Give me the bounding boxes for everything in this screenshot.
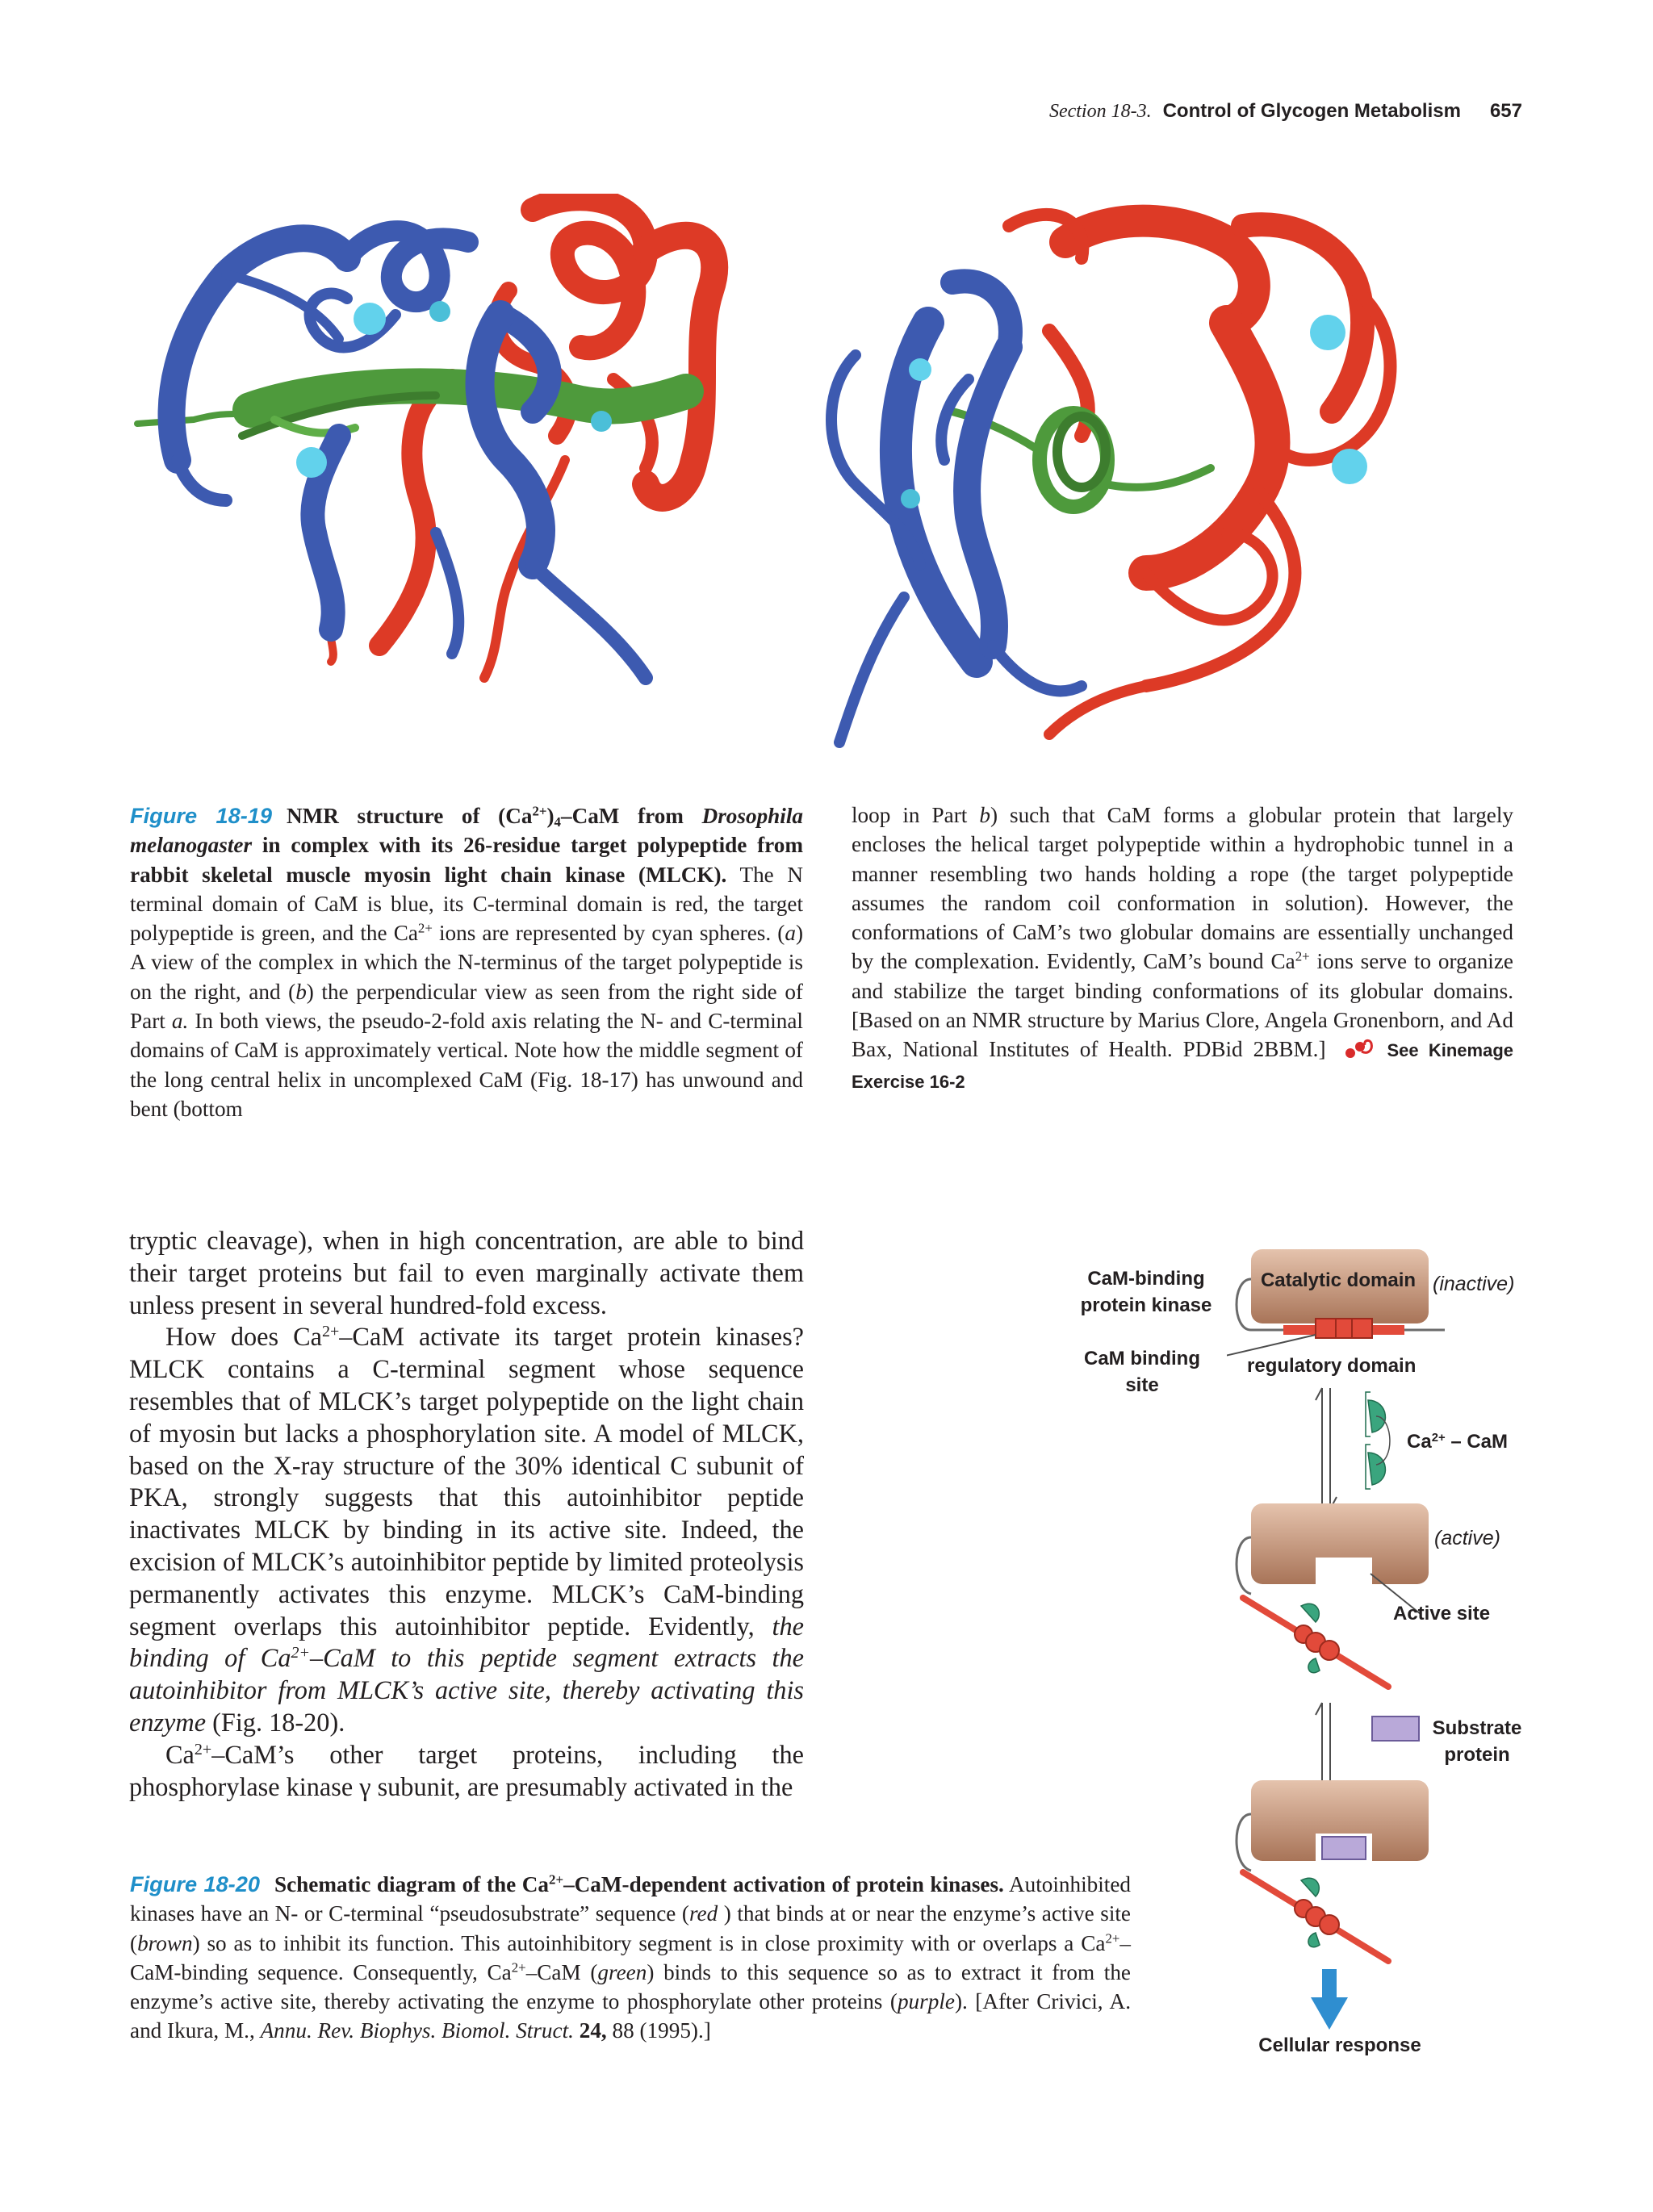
- figure-18-20-label: Figure 18-20: [130, 1871, 260, 1896]
- structure-panel-b: [807, 194, 1421, 775]
- paragraph-2: How does $Ca^{2+}$–CaM activate its target protein kinases? MLCK contains a C-terminal segment whose sequence resembles that of MLCK’s target polypeptide on the light chain of myosin but lacks a phosphorylation site. A model of MLCK, based on the X-ray structure of the 30% identical C subunit of PKA, strongly suggests that this autoinhibitor peptide inactivates MLCK by binding in its active site. Indeed, the excision of MLCK’s autoinhibitor peptide by limited proteolysis permanently activates this enzyme. MLCK’s CaM-binding segment overlaps this autoinhibitor peptide. Evidently, the binding of $Ca^{2+}$–CaM to this peptide segment extracts the autoinhibitor from MLCK’s active site, thereby activating this enzyme (Fig. 18-20).: [129, 1322, 804, 1737]
- chapter-title: Control of Glycogen Metabolism: [1162, 100, 1461, 122]
- ca-cam-label: $Ca^{2+}$ – CaM: [1407, 1431, 1509, 1453]
- catalytic-domain-label: Catalytic domain: [1260, 1269, 1417, 1291]
- regulatory-domain-label: regulatory domain: [1247, 1355, 1417, 1377]
- equilibrium-arrow-1: [1316, 1388, 1337, 1509]
- inactive-label: (inactive): [1433, 1273, 1515, 1295]
- paragraph-3: $Ca^{2+}-CaM’s$ other target proteins, including the phosphorylase kinase γ subunit, are presumably activated in the: [129, 1739, 804, 1801]
- ca-cam-icon: [1366, 1392, 1390, 1489]
- figure-18-19-label: Figure 18-19: [130, 803, 272, 828]
- substrate-protein-icon: [1372, 1716, 1419, 1741]
- active-label: (active): [1434, 1527, 1500, 1549]
- paragraph-1: tryptic cleavage), when in high concentration, are able to bind their target proteins but fail to even marginally activate them unless present in several hundred-fold excess.: [129, 1226, 804, 1319]
- kinemage-link[interactable]: See Kinemage Exercise 16-2: [852, 1040, 1514, 1092]
- cam-binding-site-label: CaM binding site: [1084, 1348, 1200, 1396]
- cam-binding-kinase-label: CaM-binding protein kinase: [1080, 1268, 1212, 1316]
- cellular-response-arrow: [1311, 1969, 1348, 2030]
- cellular-response-label: Cellular response: [1258, 2034, 1421, 2056]
- active-site-label: Active site: [1393, 1603, 1491, 1625]
- kinemage-icon: [1344, 1035, 1376, 1058]
- body-text: [129, 1225, 804, 1803]
- figure-18-19-caption-col1: Figure 18-19 NMR structure of $(Ca^{2+})_4$–CaM from Drosophila melanogaster in complex with its 26-residue target polypeptide from rabbit skeletal muscle myosin light chain kinase (MLCK). The N terminal domain of CaM is blue, its C-terminal domain is red, the target polypeptide is green, and the $Ca^{2+}$ ions are represented by cyan spheres. (a) A view of the complex in which the N-terminus of the target polypeptide is on the right, and (b) the perpendicular view as seen from the right side of Part a. In both views, the pseudo-2-fold axis relating the N- and C-terminal domains of CaM is approximately vertical. Note how the middle segment of the long central helix in uncomplexed CaM (Fig. 18-17) has unwound and bent (bottom: [130, 803, 803, 1121]
- substrate-protein-label: Substrate protein: [1432, 1717, 1522, 1766]
- section-label: Section 18-3.: [1048, 101, 1152, 122]
- figure-18-20-caption: Figure 18-20 Schematic diagram of the $Ca^{2+}-CaM$-dependent activation of protein kinases. Autoinhibited kinases have an N- or C-terminal “pseudosubstrate” sequence (red ) that binds at or near the enzyme’s active site (brown) so as to inhibit its function. This autoinhibitory segment is in close proximity with or overlaps a $Ca^{2+}-CaM$-binding sequence. Consequently, $Ca^{2+}$–CaM (green) binds to this sequence so as to extract it from the enzyme’s active site, thereby activating the enzyme to phosphorylate other proteins (purple). [After Crivici, A. and Ikura, M., Annu. Rev. Biophys. Biomol. Struct. 24, 88 (1995).]: [130, 1871, 1132, 2043]
- page-number: 657: [1489, 100, 1522, 122]
- running-head: [1049, 100, 1522, 123]
- figure-18-19-caption-col2: loop in Part b) such that CaM forms a globular protein that largely encloses the helical target polypeptide within a hydrophobic tunnel in a manner resembling two hands holding a rope (the target polypeptide assumes the random coil conformation in solution). However, the conformations of CaM’s two globular domains are essentially unchanged by the complexation. Evidently, CaM’s bound $Ca^{2+}$ ions serve to organize and stabilize the target binding conformations of its globular domains. [Based on an NMR structure by Marius Clore, Angela Gronenborn, and Ad Bax, National Institutes of Health. PDBid 2BBM.] See Kinemage Exercise 16-2: [852, 803, 1514, 1092]
- inactive-kinase: [1227, 1249, 1445, 1356]
- substrate-bound-kinase: [1237, 1780, 1429, 1961]
- structure-panel-a: [129, 194, 791, 726]
- active-kinase: [1237, 1503, 1429, 1687]
